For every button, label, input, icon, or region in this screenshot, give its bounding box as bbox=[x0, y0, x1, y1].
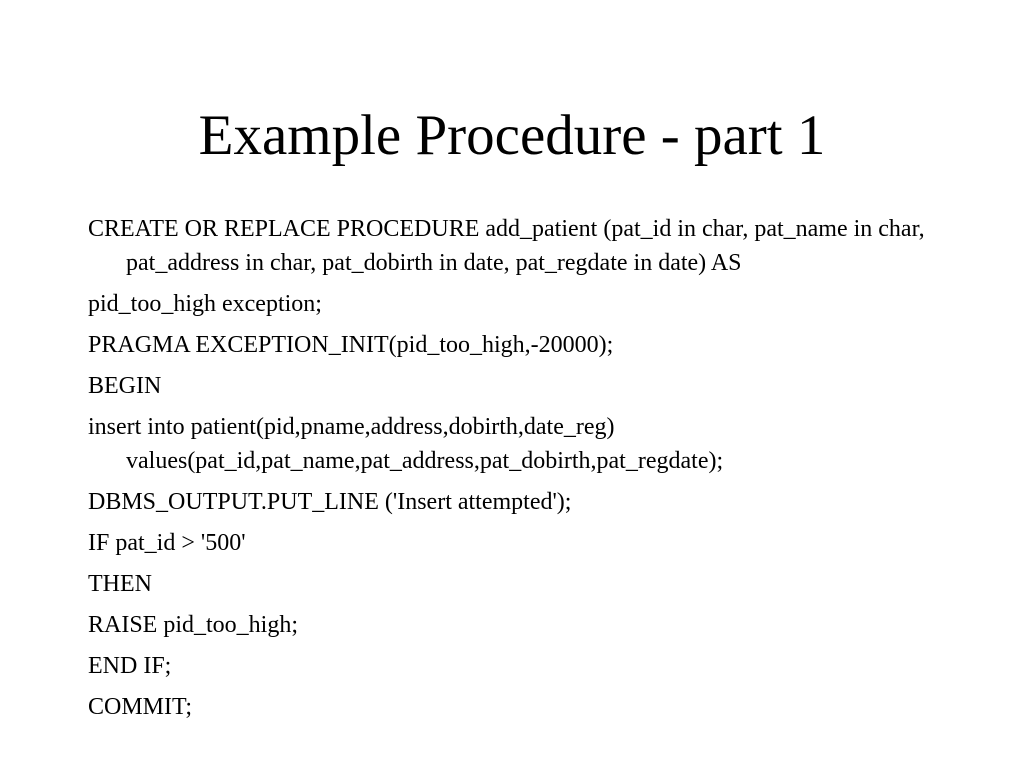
slide-body bbox=[88, 212, 938, 731]
code-line-if: IF pat_id > '500' bbox=[88, 530, 246, 556]
code-line-commit: COMMIT; bbox=[88, 694, 193, 720]
code-line-begin: BEGIN bbox=[88, 373, 162, 399]
code-line-insert: insert into patient(pid,pname,address,dobirth,date_reg) values(pat_id,pat_name,pat_address,pat_dobirth,pat_regdate); bbox=[88, 414, 724, 474]
code-line-raise: RAISE pid_too_high; bbox=[88, 612, 299, 638]
code-line-create-procedure: CREATE OR REPLACE PROCEDURE add_patient (pat_id in char, pat_name in char, pat_address in char, pat_dobirth in date, pat_regdate in date) AS bbox=[88, 216, 925, 276]
code-line-then: THEN bbox=[88, 571, 152, 597]
code-line-end-if: END IF; bbox=[88, 653, 172, 679]
slide-title: Example Procedure - part 1 bbox=[198, 104, 826, 167]
code-line-dbms-output: DBMS_OUTPUT.PUT_LINE ('Insert attempted'); bbox=[88, 489, 572, 515]
code-line-exception-declaration: pid_too_high exception; bbox=[88, 291, 322, 317]
code-line-pragma: PRAGMA EXCEPTION_INIT(pid_too_high,-20000); bbox=[88, 332, 614, 358]
